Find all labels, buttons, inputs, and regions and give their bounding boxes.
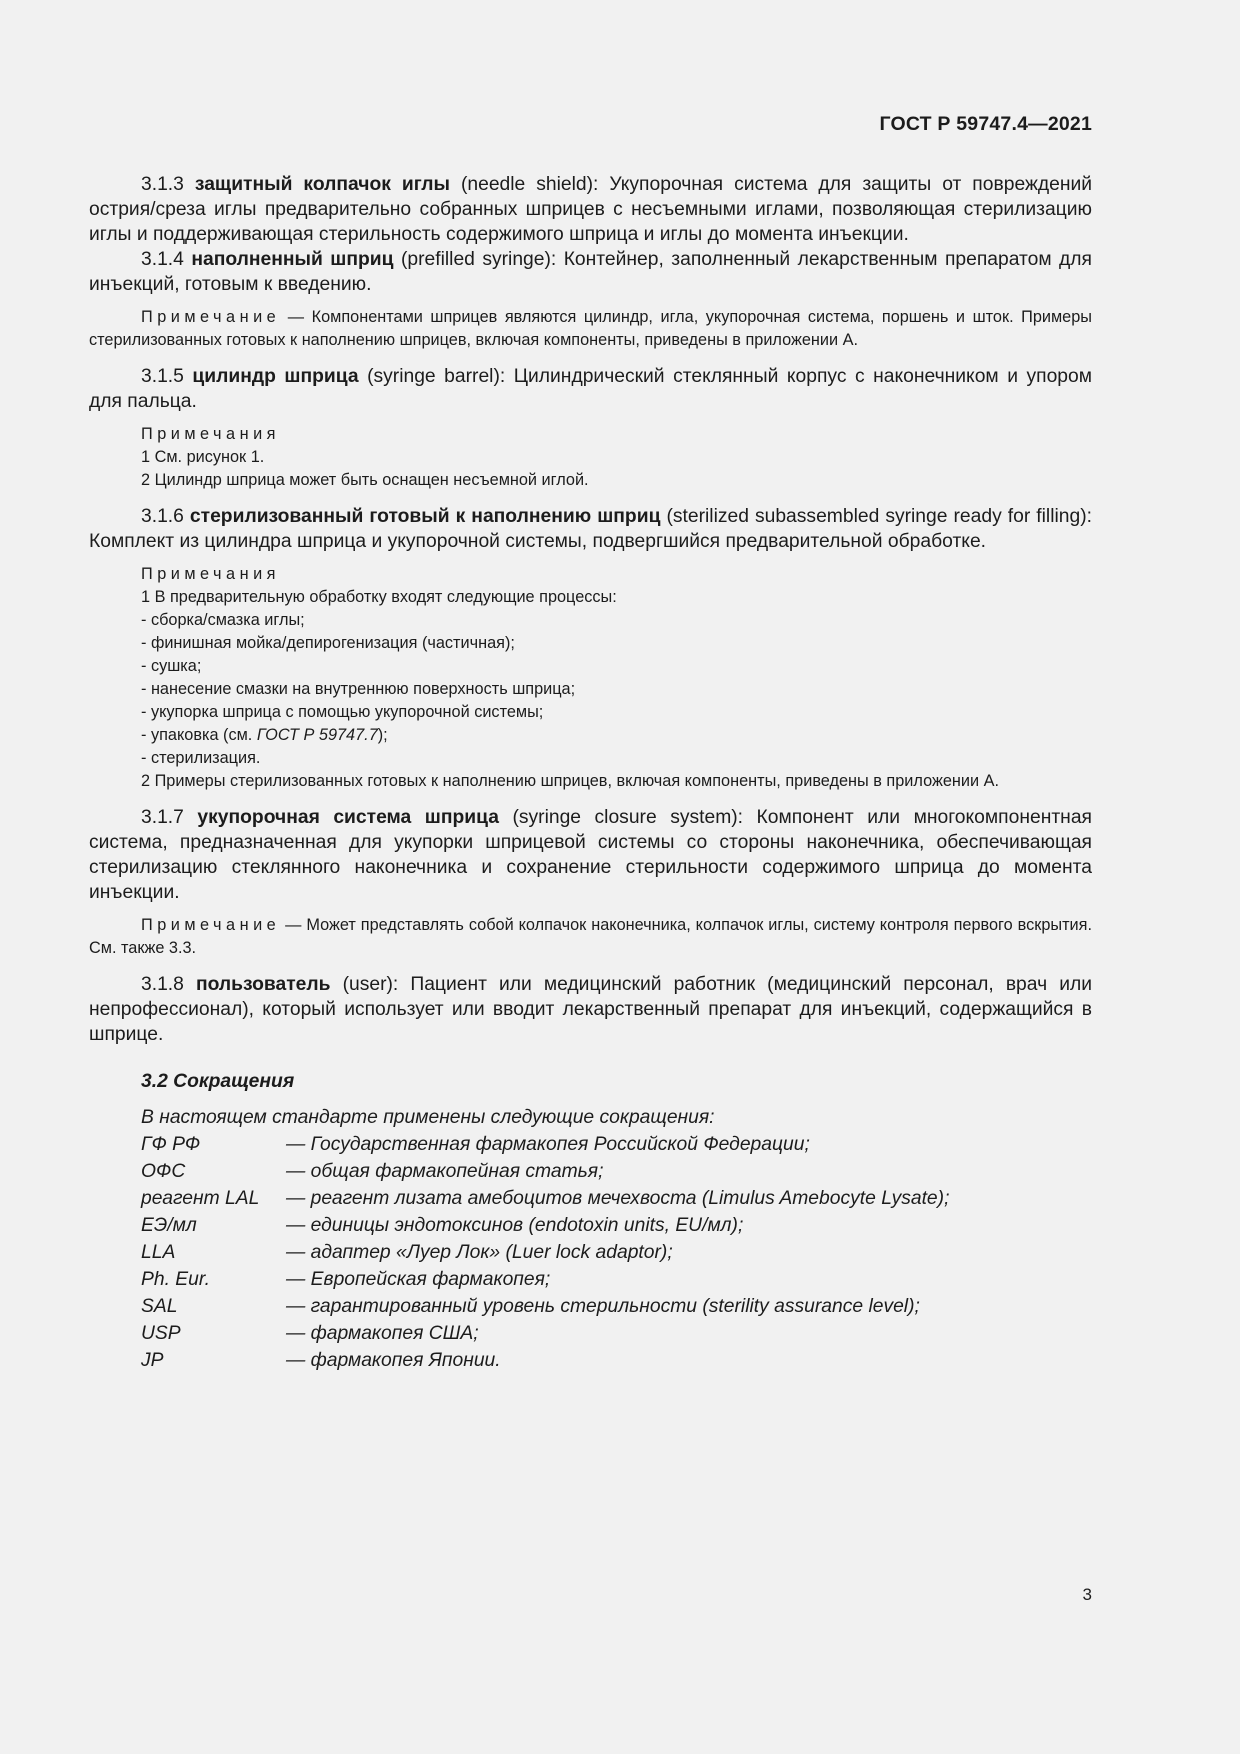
abbreviation-definition: — Государственная фармакопея Российской Федерации;	[286, 1134, 810, 1155]
abbreviation-term: JP	[141, 1350, 164, 1371]
entry-number: 3.1.4	[141, 249, 184, 270]
note-text: — Может представлять собой колпачок наконечника, колпачок иглы, систему контроля первого вскрытия. См. также 3.3.	[89, 916, 1092, 957]
abbreviation-row	[89, 1239, 1092, 1266]
entry-definition: (syringe closure system): Компонент или многокомпонентная система, предназначенная для укупорки шприцевой системы со стороны наконечника, обеспечивающая стерилизацию стеклянного наконечника и сохранение стерильности содержимого шприца до момента инъекции.	[89, 807, 1092, 903]
page-number: 3	[1082, 1585, 1092, 1604]
entry-term: защитный колпачок иглы	[194, 174, 450, 195]
abbreviation-definition: — адаптер «Луер Лок» (Luer lock adaptor);	[286, 1242, 673, 1263]
entry-number: 3.1.6	[141, 506, 184, 527]
entry-term: наполненный шприц	[191, 249, 394, 270]
page-content	[89, 172, 1092, 1374]
abbreviation-definition: — фармакопея США;	[286, 1323, 479, 1344]
notes-label: Примечания	[141, 425, 280, 443]
term-entry-3-1-7	[89, 805, 1092, 905]
abbreviation-definition: — единицы эндотоксинов (endotoxin units, EU/мл);	[286, 1215, 744, 1236]
process-item: - сушка;	[141, 657, 202, 675]
process-item-text: );	[377, 726, 388, 744]
notes-3-1-6	[89, 563, 1092, 793]
note-item: 1 В предварительную обработку входят следующие процессы:	[141, 588, 617, 606]
process-item: - укупорка шприца с помощью укупорочной системы;	[141, 703, 544, 721]
section-title-abbreviations: 3.2 Сокращения	[141, 1071, 295, 1092]
abbreviation-definition: — фармакопея Японии.	[286, 1350, 501, 1371]
term-entry-3-1-5	[89, 364, 1092, 414]
abbreviation-definition: — гарантированный уровень стерильности (sterility assurance level);	[286, 1296, 920, 1317]
entry-number: 3.1.3	[141, 174, 184, 195]
entry-term: укупорочная система шприца	[197, 807, 499, 828]
entry-term: пользователь	[195, 974, 331, 995]
abbreviation-term: реагент LAL	[141, 1188, 260, 1209]
standard-reference: ГОСТ Р 59747.7	[256, 726, 378, 744]
term-entry-3-1-6	[89, 504, 1092, 554]
entry-term: цилиндр шприца	[192, 366, 359, 387]
process-item: - стерилизация.	[141, 749, 261, 767]
note-3-1-4	[89, 306, 1092, 352]
abbreviation-term: LLA	[141, 1242, 176, 1263]
note-text: — Компонентами шприцев являются цилиндр, игла, укупорочная система, поршень и шток. Примеры стерилизованных готовых к наполнению шприцев, включая компоненты, приведены в приложении А.	[89, 308, 1092, 349]
abbreviation-term: Ph. Eur.	[141, 1269, 210, 1290]
entry-definition: (needle shield): Укупорочная система для защиты от повреждений острия/среза иглы предварительно собранных шприцев с несъемными иглами, позволяющая стерилизацию иглы и поддерживающая стерильность содержимого шприца и иглы до момента инъекции.	[89, 174, 1093, 245]
entry-definition: (user): Пациент или медицинский работник (медицинский персонал, врач или непрофессионал), который использует или вводит лекарственный препарат для инъекций, содержащийся в шприце.	[89, 974, 1092, 1045]
abbreviation-row	[89, 1320, 1092, 1347]
entry-number: 3.1.7	[141, 807, 184, 828]
abbreviation-term: ЕЭ/мл	[141, 1215, 197, 1236]
process-item: - сборка/смазка иглы;	[141, 611, 305, 629]
entry-definition: (syringe barrel): Цилиндрический стеклянный корпус с наконечником и упором для пальца.	[89, 366, 1092, 412]
note-item: 1 См. рисунок 1.	[141, 448, 265, 466]
abbreviation-row	[89, 1266, 1092, 1293]
entry-term: стерилизованный готовый к наполнению шприц	[189, 506, 661, 527]
entry-number: 3.1.5	[141, 366, 184, 387]
abbreviation-row	[89, 1212, 1092, 1239]
abbreviation-row	[89, 1293, 1092, 1320]
note-label: Примечание	[141, 916, 281, 934]
abbreviation-row	[89, 1158, 1092, 1185]
note-label: Примечание	[141, 308, 281, 326]
abbreviations-list	[89, 1131, 1092, 1374]
entry-number: 3.1.8	[141, 974, 184, 995]
abbreviations-intro: В настоящем стандарте применены следующие сокращения:	[141, 1107, 715, 1128]
term-entry-3-1-8	[89, 972, 1092, 1047]
abbreviation-term: ГФ РФ	[141, 1134, 201, 1155]
abbreviation-definition: — реагент лизата амебоцитов мечехвоста (Limulus Amebocyte Lysate);	[286, 1188, 950, 1209]
note-item: 2 Цилиндр шприца может быть оснащен несъемной иглой.	[141, 471, 589, 489]
term-entry-3-1-3	[89, 172, 1092, 247]
notes-label: Примечания	[141, 565, 280, 583]
abbreviation-definition: — Европейская фармакопея;	[286, 1269, 551, 1290]
abbreviation-row	[89, 1185, 1092, 1212]
note-3-1-7	[89, 914, 1092, 960]
process-item: - нанесение смазки на внутреннюю поверхность шприца;	[141, 680, 576, 698]
entry-definition: (sterilized subassembled syringe ready for filling): Комплект из цилиндра шприца и укупорочной системы, подвергшийся предварительной обработке.	[89, 506, 1093, 552]
abbreviation-term: USP	[141, 1323, 181, 1344]
note-item: 2 Примеры стерилизованных готовых к наполнению шприцев, включая компоненты, приведены в приложении А.	[141, 772, 999, 790]
process-item: - финишная мойка/депирогенизация (частичная);	[141, 634, 515, 652]
abbreviation-row	[89, 1347, 1092, 1374]
document-id-header: ГОСТ Р 59747.4—2021	[879, 113, 1092, 135]
process-item-text: - упаковка (см.	[141, 726, 257, 744]
entry-definition: (prefilled syringe): Контейнер, заполненный лекарственным препаратом для инъекций, готовым к введению.	[89, 249, 1092, 295]
term-entry-3-1-4	[89, 247, 1092, 297]
abbreviation-term: ОФС	[141, 1161, 186, 1182]
abbreviation-definition: — общая фармакопейная статья;	[286, 1161, 604, 1182]
abbreviation-term: SAL	[141, 1296, 178, 1317]
abbreviation-row	[89, 1131, 1092, 1158]
notes-3-1-5	[89, 423, 1092, 492]
process-item	[89, 724, 1092, 747]
